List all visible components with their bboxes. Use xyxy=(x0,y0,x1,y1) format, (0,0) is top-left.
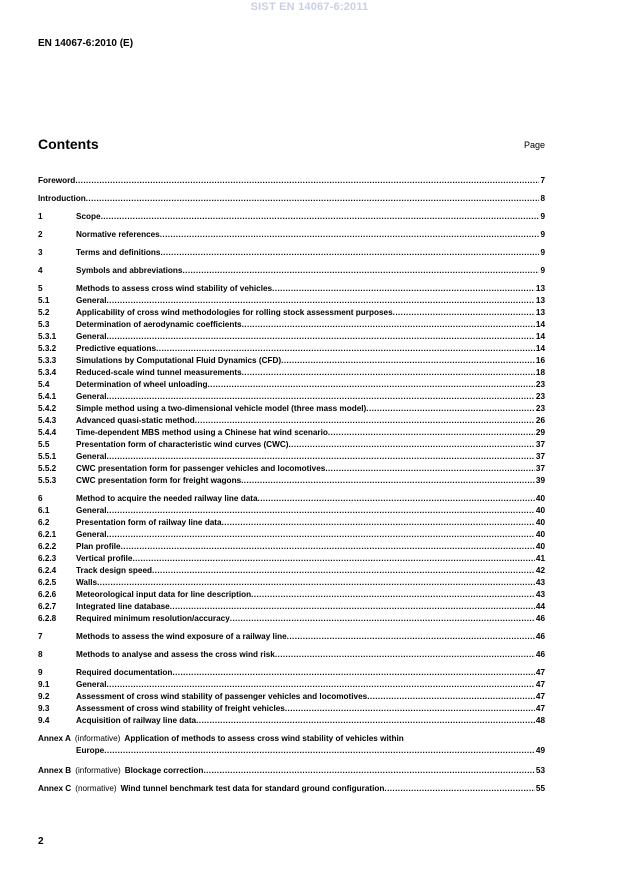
toc-entry[interactable] xyxy=(38,602,545,612)
annex-type: (informative) xyxy=(75,766,121,775)
toc-entry-title: General xyxy=(76,452,107,461)
toc-entry-number: 5.3.3 xyxy=(38,356,57,365)
dot-leader xyxy=(104,746,535,756)
dot-leader xyxy=(272,284,535,294)
dot-leader xyxy=(281,356,535,366)
dot-leader xyxy=(325,464,535,474)
toc-entry-number: 6.2.8 xyxy=(38,614,57,623)
toc-entry-title: Simple method using a two-dimensional vehicle model (three mass model) xyxy=(76,404,367,413)
toc-entry-page: 39 xyxy=(535,476,545,485)
dot-leader xyxy=(121,542,535,552)
toc-entry[interactable] xyxy=(38,704,545,714)
toc-entry-title: Presentation form of railway line data xyxy=(76,518,222,527)
toc-entry-page: 47 xyxy=(535,692,545,701)
watermark: SIST EN 14067-6:2011 xyxy=(250,1,369,13)
toc-entry[interactable] xyxy=(38,542,545,552)
toc-entry-number: 9.1 xyxy=(38,680,50,689)
toc-entry-number: 6.2.1 xyxy=(38,530,57,539)
toc-entry-title: Method to acquire the needed railway line data xyxy=(76,494,258,503)
toc-entry-number: 3 xyxy=(38,248,43,257)
toc-entry[interactable] xyxy=(38,404,545,414)
toc-entry-number: 5.4.1 xyxy=(38,392,57,401)
page-number: 2 xyxy=(38,836,44,847)
toc-entry-page: 16 xyxy=(535,356,545,365)
toc-entry-number: 5.4.4 xyxy=(38,428,57,437)
toc-entry[interactable] xyxy=(38,692,545,702)
toc-entry-page: 13 xyxy=(535,296,545,305)
dot-leader xyxy=(75,176,539,186)
annex-title: Blockage correction xyxy=(124,766,204,775)
toc-entry-page: 40 xyxy=(535,506,545,515)
toc-entry[interactable] xyxy=(38,680,545,690)
toc-entry-title: Assessment of cross wind stability of freight vehicles xyxy=(76,704,285,713)
toc-entry-title: Integrated line database xyxy=(76,602,170,611)
toc-entry-page: 44 xyxy=(535,602,545,611)
toc-entry-number: 9.2 xyxy=(38,692,50,701)
toc-entry-page: 14 xyxy=(535,320,545,329)
annex-title: Application of methods to assess cross wind stability of vehicles within xyxy=(124,734,404,743)
toc-entry[interactable] xyxy=(38,194,545,204)
dot-leader xyxy=(367,692,535,702)
toc-entry-number: 9.4 xyxy=(38,716,50,725)
dot-leader xyxy=(285,704,535,714)
toc-entry[interactable] xyxy=(38,284,545,294)
dot-leader xyxy=(107,506,535,516)
toc-entry-page: 29 xyxy=(535,428,545,437)
toc-entry-page: 18 xyxy=(535,368,545,377)
toc-entry-page: 9 xyxy=(540,248,545,257)
toc-entry-title: Required minimum resolution/accuracy xyxy=(76,614,230,623)
toc-entry[interactable] xyxy=(38,590,545,600)
toc-entry-number: 8 xyxy=(38,650,43,659)
toc-entry-title: General xyxy=(76,680,107,689)
dot-leader xyxy=(107,680,535,690)
toc-entry-title: Determination of aerodynamic coefficients xyxy=(76,320,242,329)
toc-entry-page: 40 xyxy=(535,518,545,527)
toc-entry-title: Scope xyxy=(76,212,101,221)
annex-entry[interactable] xyxy=(38,766,545,776)
toc-entry[interactable] xyxy=(38,212,545,222)
toc-entry-page: 47 xyxy=(535,668,545,677)
toc-entry-number: 4 xyxy=(38,266,43,275)
toc-entry-number: 5.4 xyxy=(38,380,50,389)
toc-entry-title: Vertical profile xyxy=(76,554,133,563)
dot-leader xyxy=(156,344,535,354)
toc-entry[interactable] xyxy=(38,380,545,390)
toc-entry-number: 6 xyxy=(38,494,43,503)
dot-leader xyxy=(132,554,534,564)
dot-leader xyxy=(107,332,535,342)
annex-entry[interactable] xyxy=(38,784,545,794)
toc-entry[interactable] xyxy=(38,476,545,486)
annex-type: (normative) xyxy=(75,784,117,793)
toc-entry-title: Applicability of cross wind methodologies for rolling stock assessment purposes xyxy=(76,308,393,317)
dot-leader xyxy=(107,392,535,402)
toc-entry-title: Determination of wheel unloading xyxy=(76,380,208,389)
toc-entry-title: Presentation form of characteristic wind curves (CWC) xyxy=(76,440,289,449)
toc-entry[interactable] xyxy=(38,578,545,588)
toc-entry-number: 5.2 xyxy=(38,308,50,317)
toc-entry-number: 6.2.2 xyxy=(38,542,57,551)
toc-entry[interactable] xyxy=(38,356,545,366)
toc-entry-title: General xyxy=(76,296,107,305)
toc-entry-title: Advanced quasi-static method xyxy=(76,416,195,425)
toc-entry-number: 6.2.5 xyxy=(38,578,57,587)
toc-entry-number: 7 xyxy=(38,632,43,641)
toc-entry[interactable] xyxy=(38,530,545,540)
document-id: EN 14067-6:2010 (E) xyxy=(38,38,134,49)
toc-entry-title: Methods to assess the wind exposure of a railway line xyxy=(76,632,287,641)
toc-entry-title: Methods to analyse and assess the cross wind risk xyxy=(76,650,275,659)
toc-entry[interactable] xyxy=(38,344,545,354)
toc-entry[interactable] xyxy=(38,566,545,576)
toc-entry[interactable] xyxy=(38,266,545,276)
toc-entry-page: 42 xyxy=(535,566,545,575)
toc-entry-title: CWC presentation form for freight wagons xyxy=(76,476,242,485)
toc-entry-number: 1 xyxy=(38,212,43,221)
toc-entry-number: 5.5 xyxy=(38,440,50,449)
toc-entry-title: Time-dependent MBS method using a Chinese hat wind scenario xyxy=(76,428,328,437)
toc-entry-number: 6.2.7 xyxy=(38,602,57,611)
toc-entry[interactable] xyxy=(38,716,545,726)
toc-entry[interactable] xyxy=(38,416,545,426)
toc-entry-page: 9 xyxy=(540,230,545,239)
toc-entry[interactable] xyxy=(38,614,545,624)
toc-entry[interactable] xyxy=(38,308,545,318)
toc-entry-page: 46 xyxy=(535,632,545,641)
toc-entry-page: 43 xyxy=(535,578,545,587)
toc-entry-number: 5 xyxy=(38,284,43,293)
toc-entry-number: 5.5.3 xyxy=(38,476,57,485)
toc-entry-title: Normative references xyxy=(76,230,160,239)
toc-entry-page: 40 xyxy=(535,542,545,551)
toc-entry-number: 5.1 xyxy=(38,296,50,305)
toc-entry-title: General xyxy=(76,506,107,515)
toc-entry-title: General xyxy=(76,530,107,539)
toc-entry-page: 9 xyxy=(540,266,545,275)
toc-entry-page: 14 xyxy=(535,344,545,353)
toc-entry-title: Assessment of cross wind stability of passenger vehicles and locomotives xyxy=(76,692,368,701)
toc-entry-title: Meteorological input data for line description xyxy=(76,590,252,599)
dot-leader xyxy=(222,518,535,528)
dot-leader xyxy=(275,650,535,660)
page-title: Contents xyxy=(38,136,99,152)
toc-entry-page: 23 xyxy=(535,380,545,389)
toc-entry[interactable] xyxy=(38,176,545,186)
toc-entry-number: 5.4.2 xyxy=(38,404,57,413)
toc-entry-page: 40 xyxy=(535,494,545,503)
annex-entry-continuation[interactable] xyxy=(38,746,545,756)
toc-entry-number: 6.2 xyxy=(38,518,50,527)
dot-leader xyxy=(172,668,534,678)
toc-entry[interactable] xyxy=(38,506,545,516)
toc-entry-title: Track design speed xyxy=(76,566,152,575)
annex-title: Wind tunnel benchmark test data for standard ground configuration xyxy=(120,784,385,793)
dot-leader xyxy=(107,296,535,306)
toc-entry[interactable] xyxy=(38,518,545,528)
toc-entry-page: 9 xyxy=(540,212,545,221)
dot-leader xyxy=(393,308,535,318)
toc-entry-page: 26 xyxy=(535,416,545,425)
toc-entry-number: 5.3 xyxy=(38,320,50,329)
toc-entry-number: 5.3.2 xyxy=(38,344,57,353)
toc-entry[interactable] xyxy=(38,452,545,462)
toc-entry[interactable] xyxy=(38,650,545,660)
toc-entry-number: 5.5.2 xyxy=(38,464,57,473)
toc-entry-page: 37 xyxy=(535,440,545,449)
dot-leader xyxy=(287,632,535,642)
toc-entry-number: 5.3.4 xyxy=(38,368,57,377)
dot-leader xyxy=(160,248,539,258)
dot-leader xyxy=(230,614,535,624)
dot-leader xyxy=(86,194,540,204)
annex-page: 55 xyxy=(535,784,545,793)
toc-entry-number: 9 xyxy=(38,668,43,677)
toc-entry-title: Predictive equations xyxy=(76,344,157,353)
toc-entry-title: Simulations by Computational Fluid Dynamics (CFD) xyxy=(76,356,282,365)
toc-entry-title: Terms and definitions xyxy=(76,248,161,257)
toc-entry[interactable] xyxy=(38,440,545,450)
dot-leader xyxy=(242,368,535,378)
toc-entry-page: 41 xyxy=(535,554,545,563)
toc-entry[interactable] xyxy=(38,230,545,240)
toc-entry-page: 48 xyxy=(535,716,545,725)
annex-label: Annex A xyxy=(38,734,71,743)
toc-entry-number: 2 xyxy=(38,230,43,239)
dot-leader xyxy=(182,266,539,276)
dot-leader xyxy=(241,476,535,486)
toc-entry-page: 7 xyxy=(540,176,545,185)
toc-entry-page: 43 xyxy=(535,590,545,599)
dot-leader xyxy=(196,716,535,726)
annex-title-continued: Europe xyxy=(76,746,105,755)
toc-entry-page: 14 xyxy=(535,332,545,341)
toc-entry-page: 37 xyxy=(535,464,545,473)
dot-leader xyxy=(203,766,534,776)
toc-entry-number: 5.4.3 xyxy=(38,416,57,425)
toc-entry-title: Foreword xyxy=(38,176,76,185)
toc-entry-number: 5.5.1 xyxy=(38,452,57,461)
toc-entry-page: 46 xyxy=(535,650,545,659)
toc-entry[interactable] xyxy=(38,392,545,402)
toc-entry-title: Acquisition of railway line data xyxy=(76,716,197,725)
toc-entry[interactable] xyxy=(38,368,545,378)
toc-entry-title: Introduction xyxy=(38,194,86,203)
toc-entry-page: 23 xyxy=(535,404,545,413)
toc-entry-title: CWC presentation form for passenger vehicles and locomotives xyxy=(76,464,326,473)
toc-entry-page: 23 xyxy=(535,392,545,401)
dot-leader xyxy=(328,428,535,438)
toc-entry-number: 5.3.1 xyxy=(38,332,57,341)
toc-entry-title: General xyxy=(76,332,107,341)
toc-entry[interactable] xyxy=(38,296,545,306)
dot-leader xyxy=(195,416,535,426)
toc-entry[interactable] xyxy=(38,428,545,438)
toc-entry-page: 40 xyxy=(535,530,545,539)
toc-entry[interactable] xyxy=(38,632,545,642)
dot-leader xyxy=(101,212,540,222)
toc-entry-number: 6.2.4 xyxy=(38,566,57,575)
dot-leader xyxy=(107,452,535,462)
annex-page: 53 xyxy=(535,766,545,775)
dot-leader xyxy=(366,404,535,414)
annex-label: Annex B xyxy=(38,766,72,775)
dot-leader xyxy=(384,784,535,794)
dot-leader xyxy=(97,578,535,588)
toc-entry-page: 47 xyxy=(535,704,545,713)
annex-label: Annex C xyxy=(38,784,72,793)
toc-entry[interactable] xyxy=(38,494,545,504)
toc-entry-page: 37 xyxy=(535,452,545,461)
toc-entry-title: Walls xyxy=(76,578,98,587)
toc-entry[interactable] xyxy=(38,320,545,330)
toc-entry-page: 13 xyxy=(535,284,545,293)
toc-entry-page: 8 xyxy=(540,194,545,203)
dot-leader xyxy=(160,230,540,240)
toc-entry-page: 13 xyxy=(535,308,545,317)
toc-entry[interactable] xyxy=(38,554,545,564)
toc-entry[interactable] xyxy=(38,668,545,678)
toc-entry-number: 9.3 xyxy=(38,704,50,713)
dot-leader xyxy=(288,440,534,450)
toc-entry-title: Methods to assess cross wind stability of vehicles xyxy=(76,284,273,293)
toc-entry-page: 46 xyxy=(535,614,545,623)
toc-entry-page: 47 xyxy=(535,680,545,689)
dot-leader xyxy=(258,494,535,504)
dot-leader xyxy=(207,380,534,390)
dot-leader xyxy=(107,530,535,540)
toc-entry-number: 6.2.3 xyxy=(38,554,57,563)
page-column-label: Page xyxy=(523,140,545,150)
toc-entry[interactable] xyxy=(38,248,545,258)
toc-entry-title: Required documentation xyxy=(76,668,173,677)
toc-entry-number: 6.1 xyxy=(38,506,50,515)
dot-leader xyxy=(242,320,535,330)
dot-leader xyxy=(170,602,535,612)
dot-leader xyxy=(251,590,535,600)
dot-leader xyxy=(152,566,535,576)
toc-entry[interactable] xyxy=(38,332,545,342)
toc-entry-title: General xyxy=(76,392,107,401)
annex-page: 49 xyxy=(535,746,545,755)
annex-entry[interactable] xyxy=(38,734,545,744)
toc-entry[interactable] xyxy=(38,464,545,474)
toc-entry-title: Plan profile xyxy=(76,542,121,551)
toc-entry-title: Reduced-scale wind tunnel measurements xyxy=(76,368,242,377)
toc-entry-number: 6.2.6 xyxy=(38,590,57,599)
annex-type: (informative) xyxy=(74,734,121,743)
toc-entry-title: Symbols and abbreviations xyxy=(76,266,183,275)
